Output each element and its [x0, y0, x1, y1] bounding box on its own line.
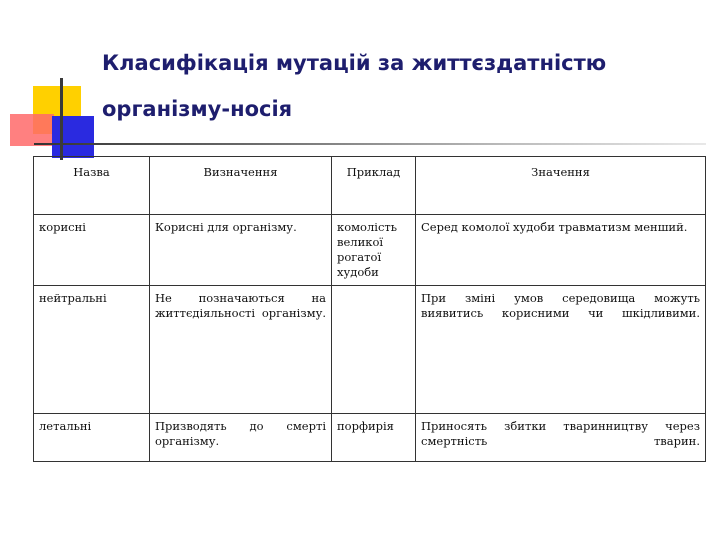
cell-name: корисні [34, 215, 150, 286]
mutation-classification-table [33, 156, 706, 462]
slide-title-line-1: Класифікація мутацій за життєздатністю [102, 51, 607, 75]
decor-square-blue [52, 116, 94, 158]
cell-significance: Приносять збитки тваринництву через смертність тварин. [416, 414, 706, 462]
table-row [34, 286, 706, 414]
cell-example: порфирія [332, 414, 416, 462]
cell-name: летальні [34, 414, 150, 462]
cell-example: комолість великої рогатої худоби [332, 215, 416, 286]
table-header-row [34, 157, 706, 215]
header-definition: Визначення [150, 157, 332, 215]
title-underline [34, 143, 706, 145]
table-row [34, 215, 706, 286]
cell-example [332, 286, 416, 414]
header-example: Приклад [332, 157, 416, 215]
cell-definition: Не позначаються на життєдіяльності організму. [150, 286, 332, 414]
table-row [34, 414, 706, 462]
cell-definition: Корисні для організму. [150, 215, 332, 286]
header-significance: Значення [416, 157, 706, 215]
cell-definition: Призводять до смерті організму. [150, 414, 332, 462]
cell-name: нейтральні [34, 286, 150, 414]
decor-vertical-line [60, 78, 63, 160]
cell-significance: Серед комолої худоби травматизм менший. [416, 215, 706, 286]
cell-significance: При зміні умов середовища можуть виявитись корисними чи шкідливими. [416, 286, 706, 414]
slide-title-line-2: організму-носія [102, 97, 293, 121]
decor-square-red [10, 114, 54, 146]
header-name: Назва [34, 157, 150, 215]
